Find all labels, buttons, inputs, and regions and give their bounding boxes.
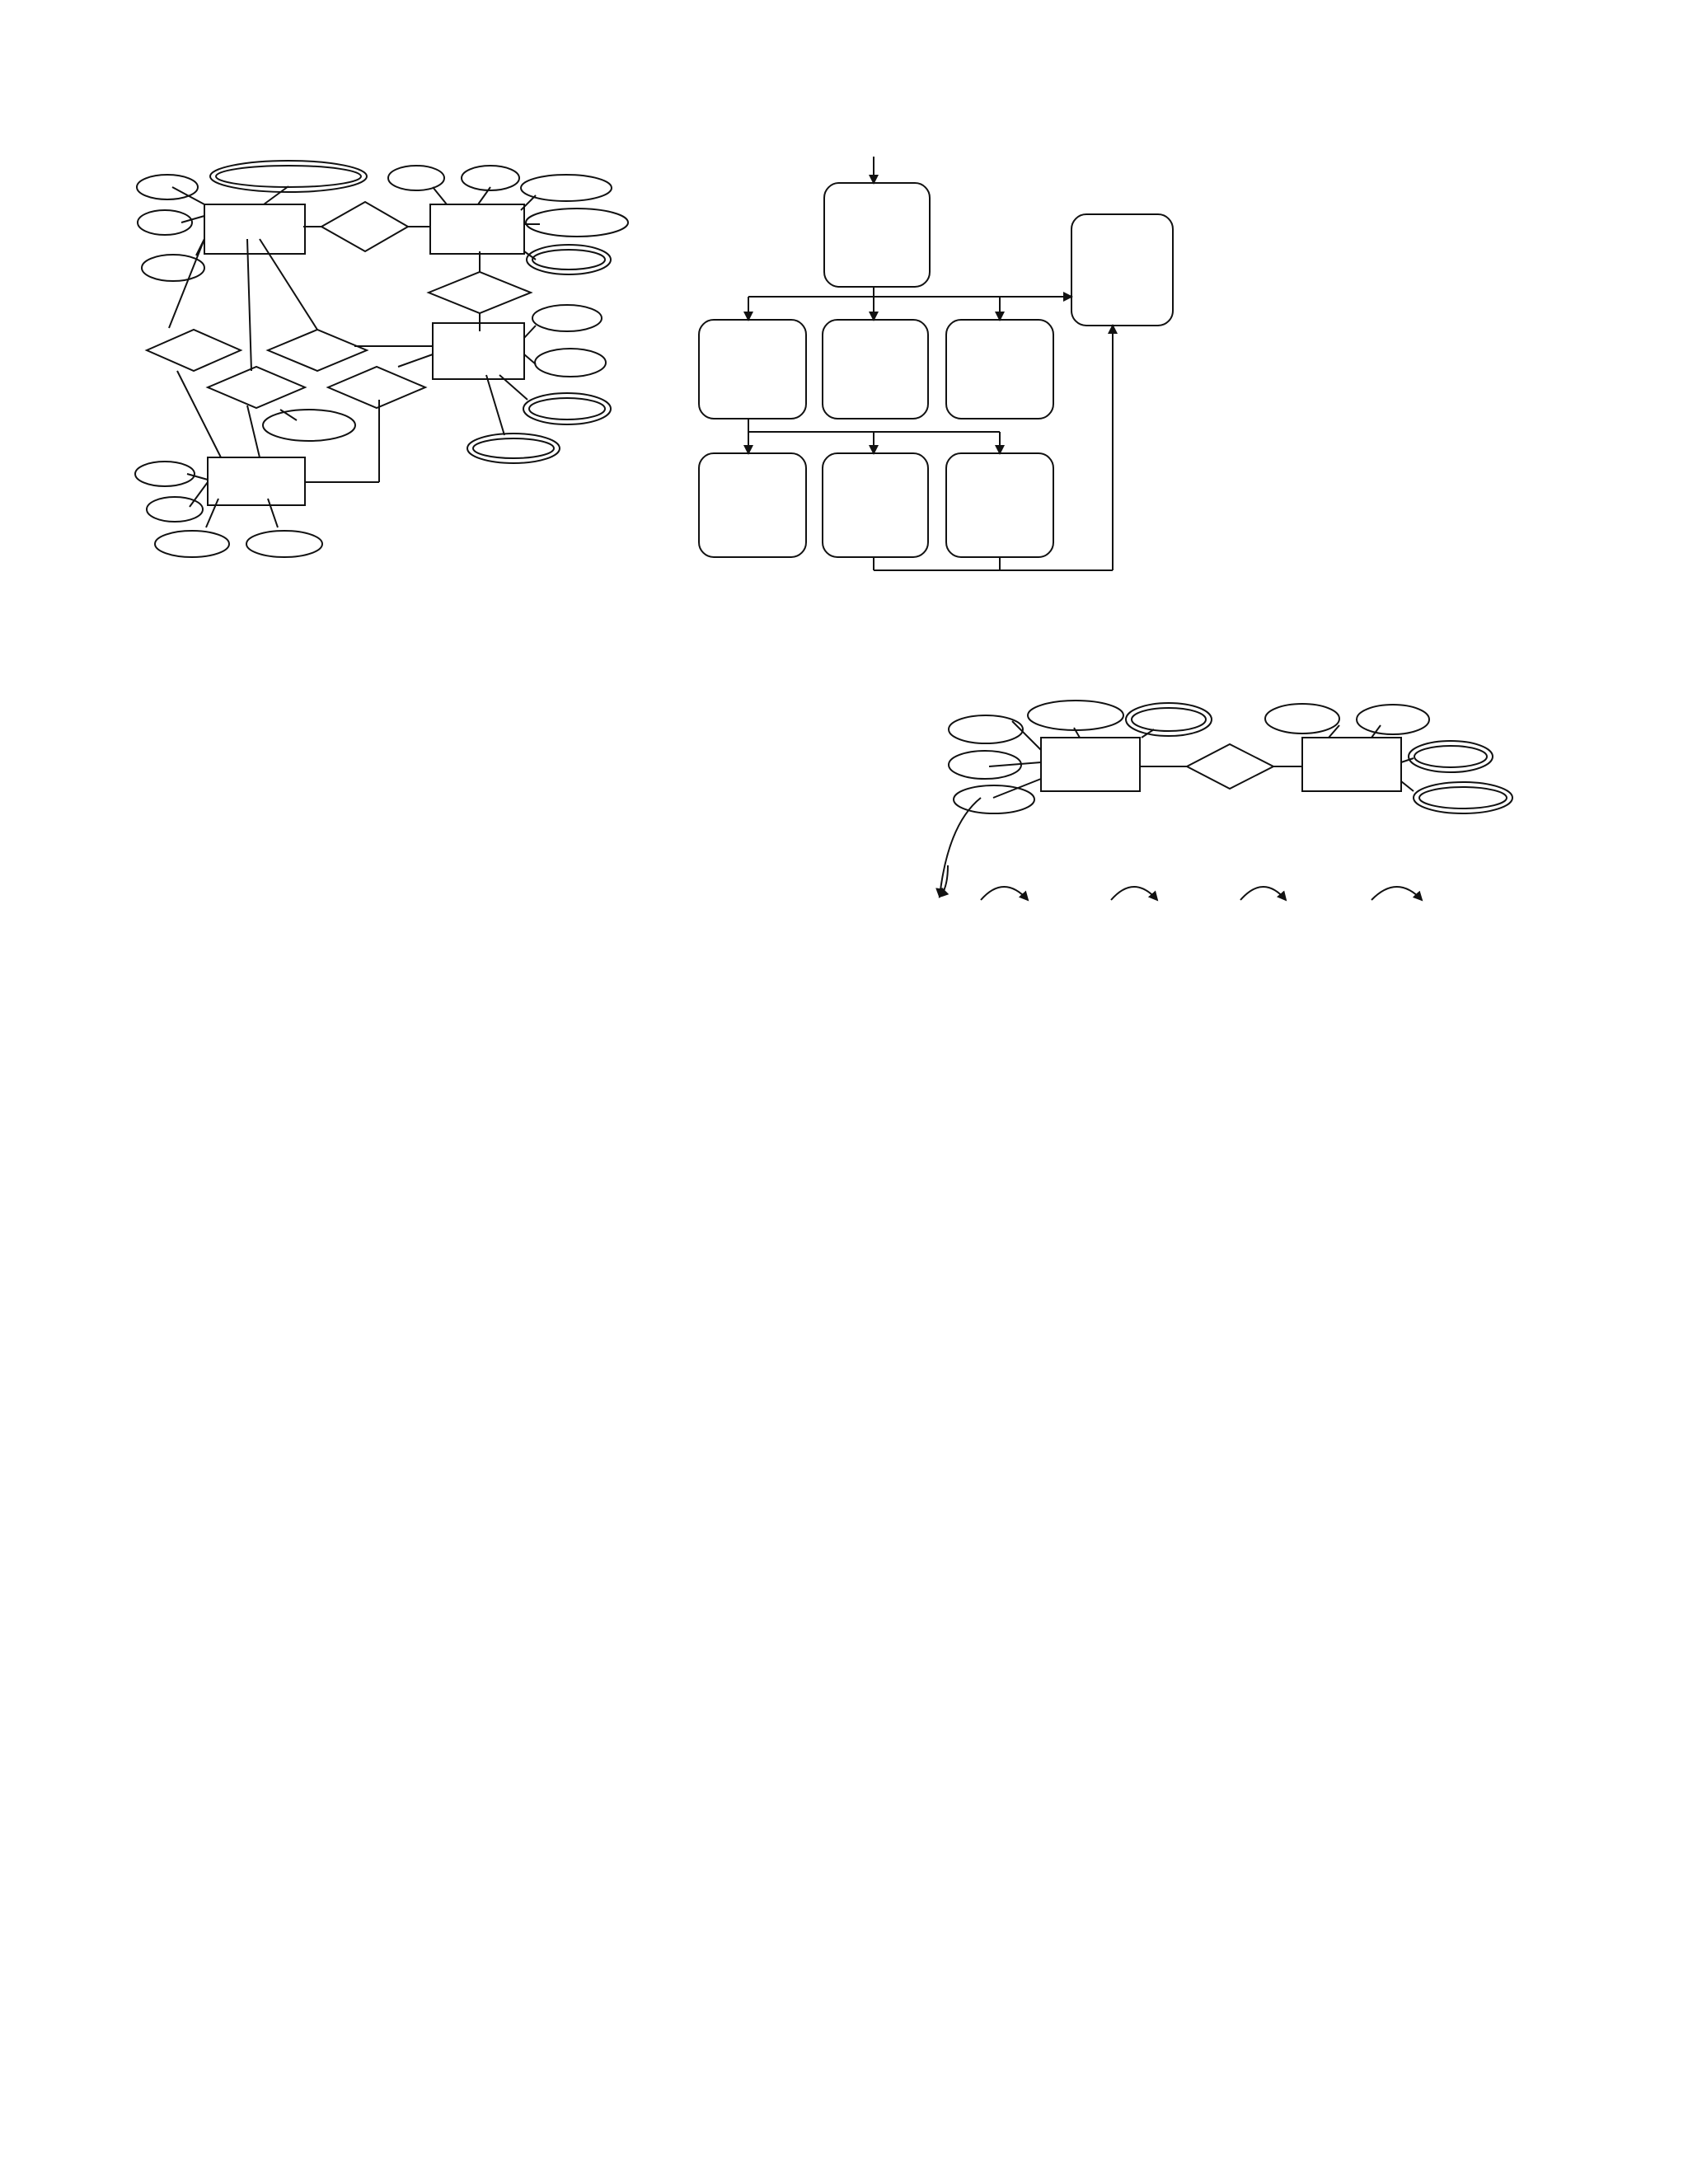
f4-attr-id [1265,704,1339,733]
f4-attr-homepage [1028,701,1123,730]
wf-show-rating-box [946,320,1053,419]
er-attr-homepage [526,209,628,237]
er-rel-likes-user-venue [321,202,408,251]
f4-mr2-arrow [981,887,1028,900]
left-column [134,703,826,718]
wf-search-box [824,183,930,287]
er-attr-email [142,255,204,281]
er-attr-venue-year [462,166,519,190]
er-rel-features [429,272,531,313]
er-rel-posts [208,367,305,408]
wf-display-venues-box [699,453,806,557]
f4-entity-artifact [1302,738,1401,791]
wf-view-box [1071,214,1173,326]
er-entity-review [208,457,305,505]
er-rel-likes-user-artifact [268,330,367,371]
f4-attr-title [1357,705,1429,734]
f4-mr4-arrow [1240,887,1286,900]
er-attr-venue-name [388,166,444,190]
er-attr-body [155,531,229,557]
right-column-bottom [870,1395,1563,1427]
f4-rel-features [1187,744,1273,789]
er-attr-timestamp [263,410,355,441]
fig4-diagram [940,701,1512,900]
f4-mr3-arrow [1111,887,1157,900]
wf-show-experts-box [823,320,928,419]
er-diagram [135,161,628,557]
er-attr-rating [246,531,322,557]
er-entity-venue [430,204,524,254]
right-column-top [870,1166,1563,1181]
f4-attr-country [949,715,1023,743]
wf-display-artifacts-box [823,453,928,557]
er-attr-rev-title [147,497,203,522]
er-entity-digital-artifact [433,323,524,379]
workflow-diagram [699,157,1173,570]
er-rel-likes-user-review [147,330,241,371]
f4-entity-venue [1041,738,1140,791]
er-entity-user [204,204,305,254]
wf-show-users-box [699,320,806,419]
wf-display-reviews-box [946,453,1053,557]
er-attr-country [521,175,612,201]
f4-attr-name [954,785,1034,813]
er-attr-user-id [137,175,198,199]
er-attr-art-id [532,305,602,331]
er-attr-rev-id [135,462,195,486]
er-rel-rates [328,367,425,408]
er-attr-art-title [535,349,606,377]
f4-mr5-arrow [1372,887,1422,900]
